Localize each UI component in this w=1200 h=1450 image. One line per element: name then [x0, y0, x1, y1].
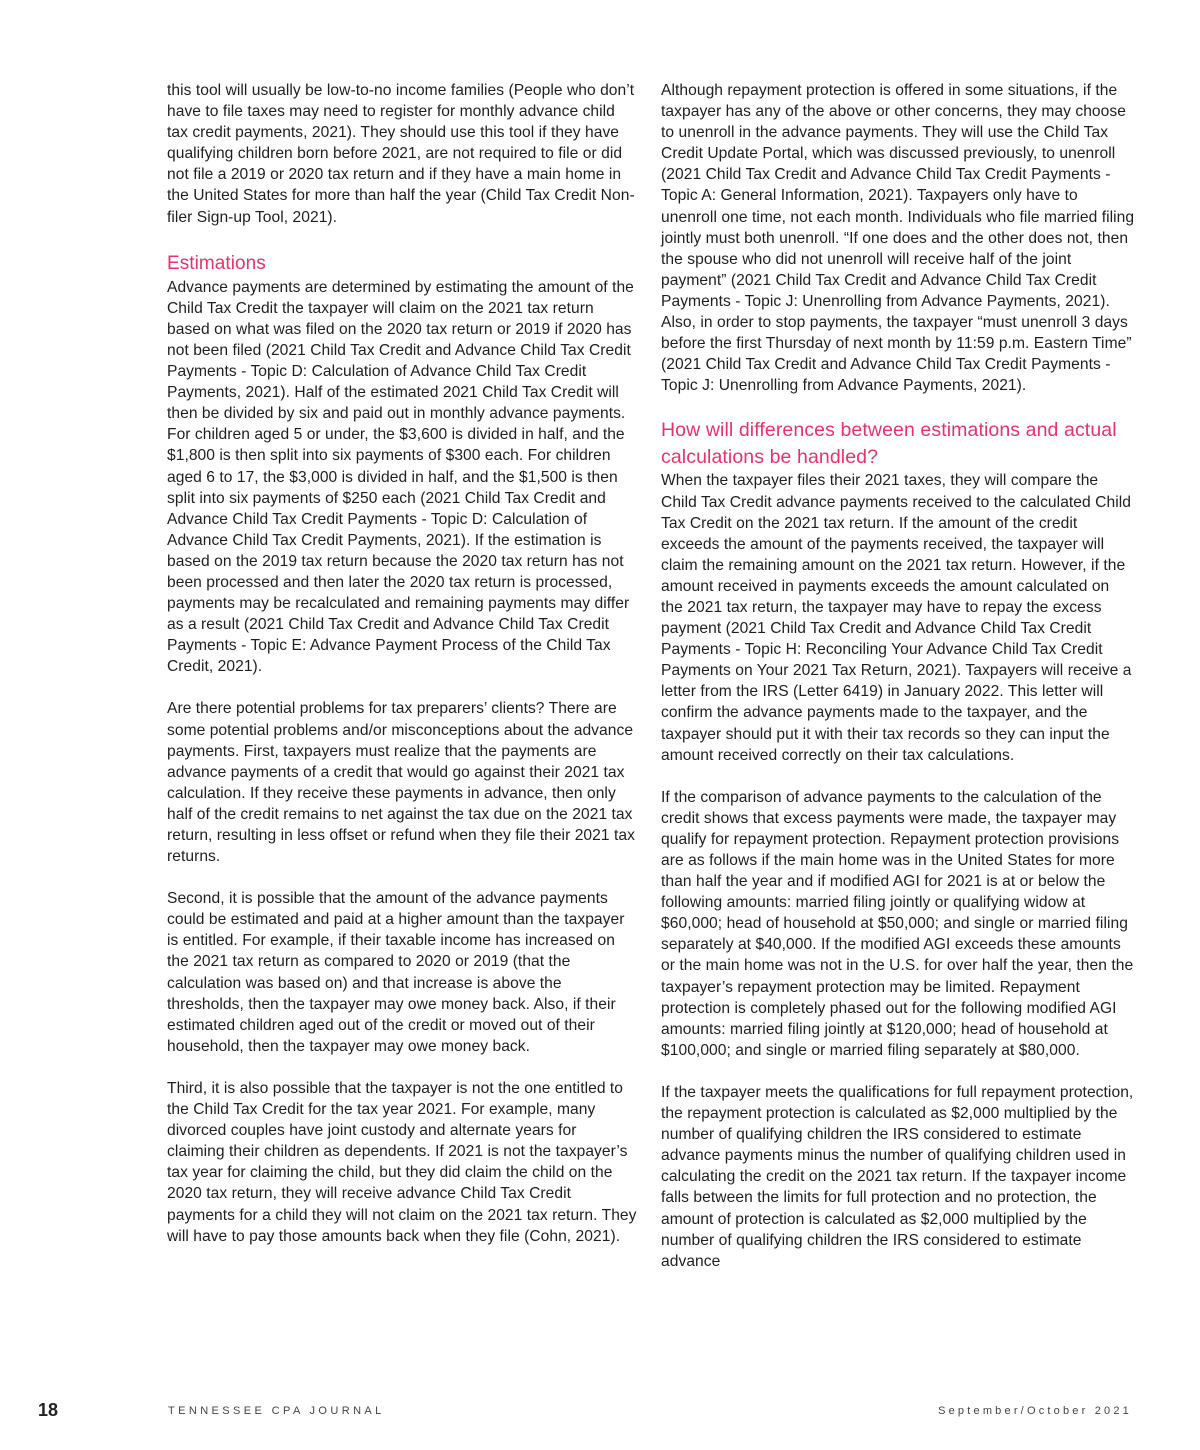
second-problem-paragraph: Second, it is possible that the amount of the advance payments could be estimated and paid at a higher amount than the taxpayer is entitled. For example, if their taxable income has increased on the 2021 tax return as compared to 2020 or 2019 (that the calculation was based on) and that increase is above the thresholds, then the taxpayer may owe money back. Also, if their estimated children aged out of the credit or moved out of their household, then the taxpayer may owe money back.: [167, 890, 625, 1055]
unenroll-paragraph: Although repayment protection is offered in some situations, if the taxpayer has any of the above or other concerns, they may choose to unenroll in the advance payments. They will use the Child Tax Credit Update Portal, which was discussed previously, to unenroll (2021 Child Tax Credit and Advance Child Tax Credit Payments - Topic A: General Information, 2021). Taxpayers only have to unenroll one time, not each month. Individuals who file married filing jointly must both unenroll. “If one does and the other does not, then the spouse who did not unenroll will receive half of the joint payment” (2021 Child Tax Credit and Advance Child Tax Credit Payments - Topic J: Unenrolling from Advance Payments, 2021). Also, in order to stop payments, the taxpayer “must unenroll 3 days before the first Thursday of next month by 11:59 p.m. Eastern Time” (2021 Child Tax Credit and Advance Child Tax Credit Payments - Topic J: Unenrolling from Advance Payments, 2021).: [661, 82, 1135, 395]
right-column: [661, 80, 1135, 1272]
issue-date: September/October 2021: [938, 1405, 1132, 1417]
differences-heading: How will differences between estimations and actual calculations be handled?: [661, 419, 1117, 468]
problems-paragraph: Are there potential problems for tax preparers’ clients? There are some potential problems and/or misconceptions about the advance payments. First, taxpayers must realize that the payments are advance payments of a credit that would go against their 2021 tax calculation. If they receive these payments in advance, then only half of the credit remains to net against the tax due on the 2021 tax return, resulting in less offset or refund when they file their 2021 tax returns.: [167, 700, 635, 866]
third-problem-paragraph: Third, it is also possible that the taxpayer is not the one entitled to the Child Tax Credit for the tax year 2021. For example, many divorced couples have joint custody and alternate years for claiming their children as dependents. If 2021 is not the taxpayer’s tax year for claiming the child, but they did claim the child on the 2020 tax return, they will receive advance Child Tax Credit payments for a child they will not claim on the 2021 tax return. They will have to pay those amounts back when they file (Cohn, 2021).: [167, 1079, 637, 1245]
intro-paragraph: this tool will usually be low-to-no income families (People who don’t have to file taxes may need to register for monthly advance child tax credit payments, 2021). They should use this tool if they have qualifying children born before 2021, are not required to file or did not file a 2019 or 2020 tax return and if they have a main home in the United States for more than half the year (Child Tax Credit Non-filer Sign-up Tool, 2021).: [167, 82, 635, 226]
journal-name: TENNESSEE CPA JOURNAL: [168, 1405, 385, 1417]
page-number: 18: [38, 1400, 59, 1420]
estimations-heading: Estimations: [167, 252, 266, 274]
estimations-paragraph: Advance payments are determined by estimating the amount of the Child Tax Credit the taxpayer will claim on the 2021 tax return based on what was filed on the 2020 tax return or 2019 if 2020 has not been filed (2021 Child Tax Credit and Advance Child Tax Credit Payments - Topic D: Calculation of Advance Child Tax Credit Payments, 2021). Half of the estimated 2021 Child Tax Credit will then be divided by six and paid out in monthly advance payments. For children aged 5 or under, the $3,600 is divided in half, and the $1,800 is then split into six payments of $300 each. For children aged 6 to 17, the $3,000 is divided in half, and the $1,500 is then split into six payments of $250 each (2021 Child Tax Credit and Advance Child Tax Credit Payments - Topic D: Calculation of Advance Child Tax Credit Payments, 2021). If the estimation is based on the 2019 tax return because the 2020 tax return has not been processed and then later the 2020 tax return is processed, payments may be recalculated and remaining payments may differ as a result (2021 Child Tax Credit and Advance Child Tax Credit Payments - Topic E: Advance Payment Process of the Child Tax Credit, 2021).: [167, 278, 634, 676]
comparison-paragraph: If the comparison of advance payments to the calculation of the credit shows that excess payments were made, the taxpayer may qualify for repayment protection. Repayment protection provisions are as follows if the main home was in the United States for more than half the year and if modified AGI for 2021 is at or below the following amounts: married filing jointly or qualifying widow at $60,000; head of household at $50,000; and single or married filing separately at $40,000. If the modified AGI exceeds these amounts or the main home was not in the U.S. for over half the year, then the taxpayer’s repayment protection may be limited. Repayment protection is completely phased out for the following modified AGI amounts: married filing jointly at $120,000; head of household at $100,000; and single or married filing separately at $80,000.: [661, 788, 1134, 1059]
differences-paragraph: When the taxpayer files their 2021 taxes, they will compare the Child Tax Credit advance payments received to the calculated Child Tax Credit on the 2021 tax return. If the amount of the credit exceeds the amount of the payments received, the taxpayer will claim the remaining amount on the 2021 tax return. However, if the amount received in payments exceeds the amount calculated on the 2021 tax return, the taxpayer may have to repay the excess payment (2021 Child Tax Credit and Advance Child Tax Credit Payments - Topic H: Reconciling Your Advance Child Tax Credit Payments on Your 2021 Tax Return, 2021). Taxpayers will receive a letter from the IRS (Letter 6419) in January 2022. This letter will confirm the advance payments made to the taxpayer, and the taxpayer should put it with their tax records so they can input the amount received correctly on their tax calculations.: [661, 472, 1132, 764]
qualifications-paragraph: If the taxpayer meets the qualifications for full repayment protection, the repayment protection is calculated as $2,000 multiplied by the number of qualifying children the IRS considered to estimate advance payments minus the number of qualifying children used in calculating the credit on the 2021 tax return. If the taxpayer income falls between the limits for full protection and no protection, the amount of protection is calculated as $2,000 multiplied by the number of qualifying children the IRS considered to estimate advance: [661, 1083, 1134, 1270]
left-column: [167, 80, 637, 1247]
